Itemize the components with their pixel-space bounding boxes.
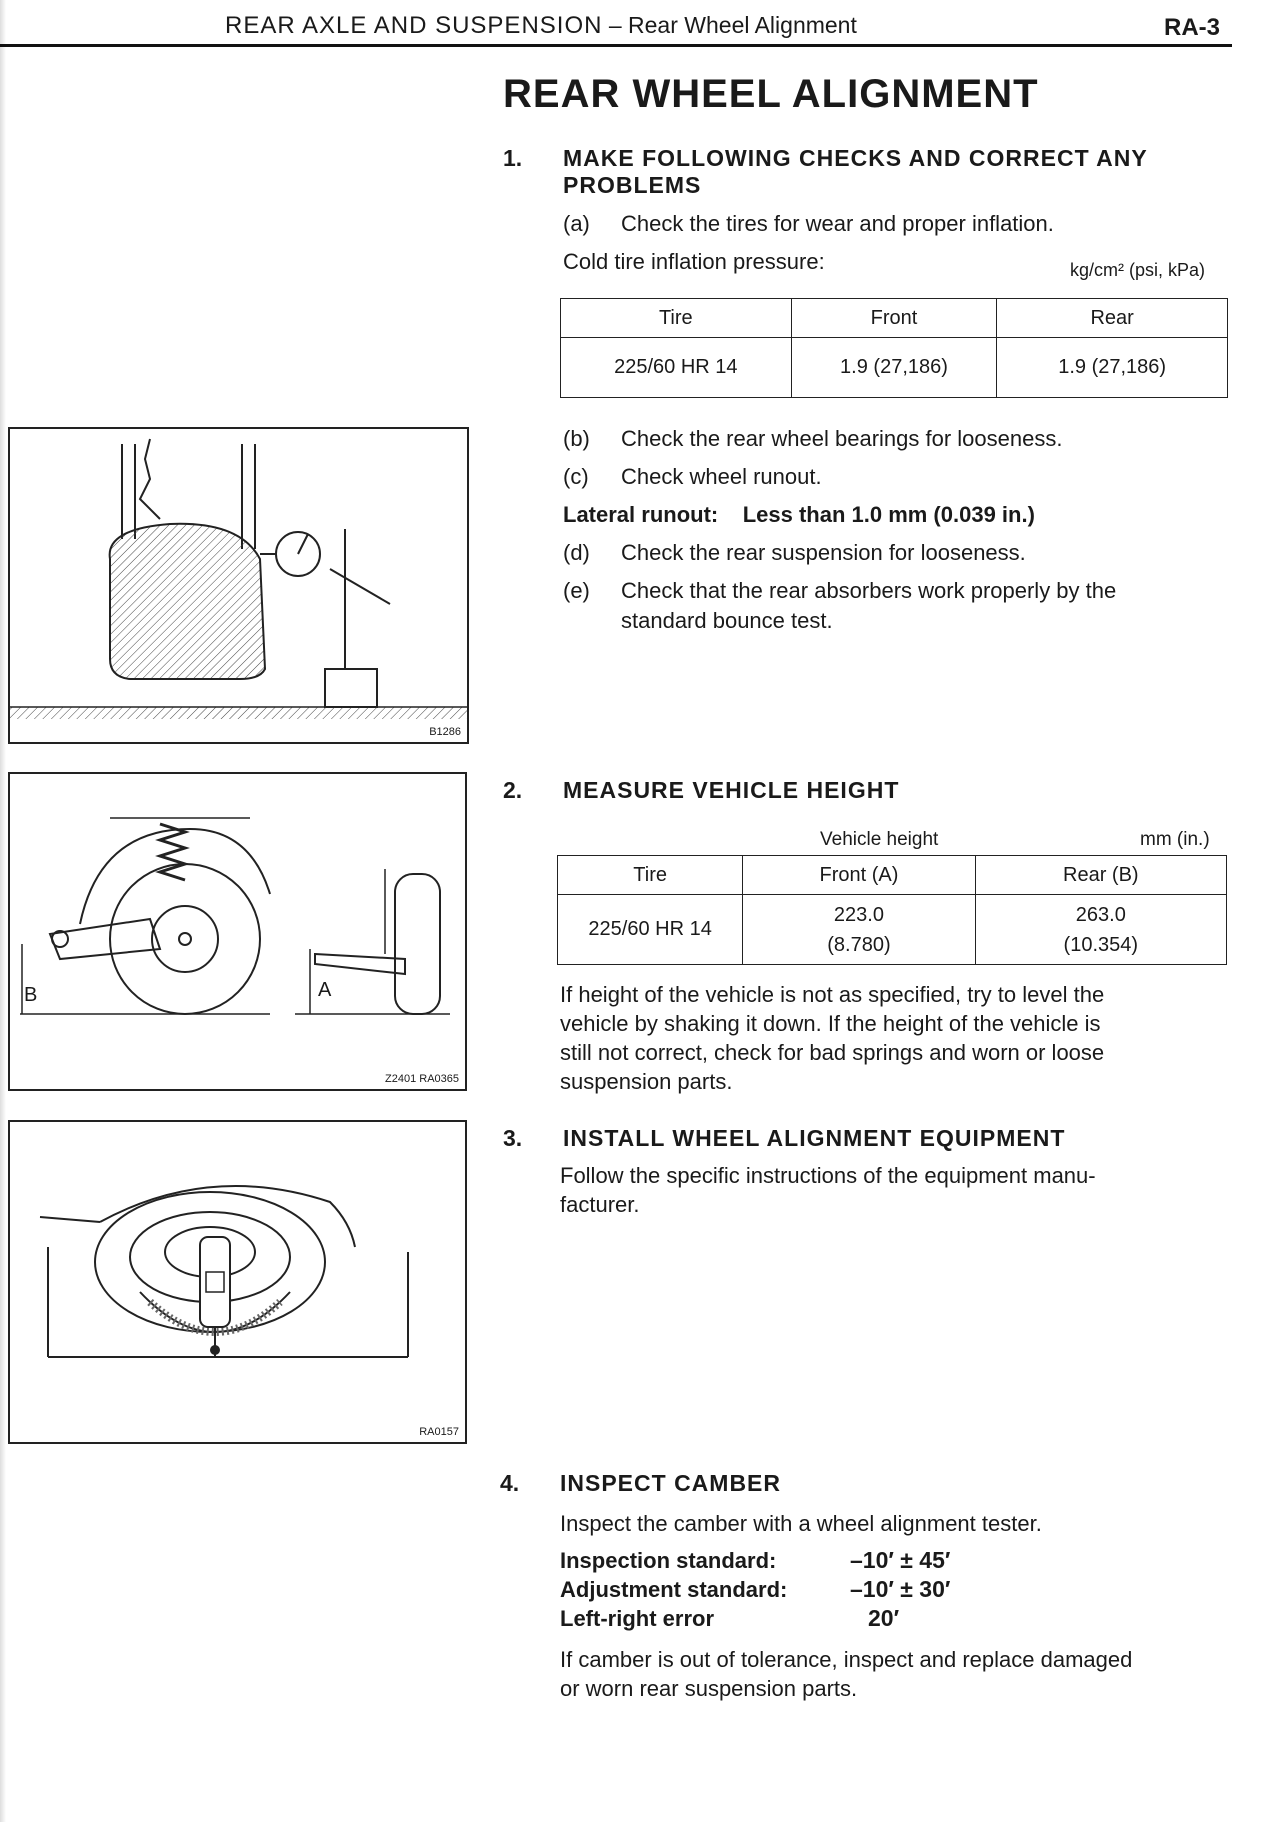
step2-para-4: suspension parts.	[560, 1069, 733, 1094]
item-b-text: Check the rear wheel bearings for looseness.	[621, 426, 1063, 451]
running-header	[225, 12, 857, 40]
step3-para-1: Follow the specific instructions of the equipment manu-	[560, 1163, 1096, 1188]
spec-inspection-label: Inspection standard:	[560, 1548, 777, 1573]
vh-rear-in: (10.354)	[1063, 933, 1139, 956]
table-header-front: Front	[791, 299, 997, 338]
runout-value: Less than 1.0 mm (0.039 in.)	[742, 502, 1035, 527]
pressure-label: Cold tire inflation pressure:	[563, 249, 825, 274]
alignment-equipment-illustration	[10, 1122, 465, 1442]
step3-number: 3.	[503, 1125, 523, 1151]
step2-para-3: still not correct, check for bad springs and worn or loose	[560, 1040, 1105, 1065]
step1-item-e	[563, 577, 1116, 605]
vh-front-mm: 223.0	[833, 903, 884, 926]
step2-title: MEASURE VEHICLE HEIGHT	[563, 777, 900, 803]
item-a-label: (a)	[563, 211, 590, 236]
step2-para-2: vehicle by shaking it down. If the height of the vehicle is	[560, 1011, 1101, 1036]
item-c-label: (c)	[563, 464, 589, 489]
item-d-text: Check the rear suspension for looseness.	[621, 540, 1026, 565]
step4-para-2: or worn rear suspension parts.	[560, 1676, 858, 1701]
figure-id-ra0157: RA0157	[419, 1426, 459, 1438]
tire-pressure-table	[560, 298, 1228, 398]
table-cell-front: 1.9 (27,186)	[791, 338, 997, 398]
vh-header-tire: Tire	[558, 856, 743, 895]
figure-runout-check	[8, 427, 469, 744]
pressure-units: kg/cm² (psi, kPa)	[1070, 260, 1206, 280]
item-d-label: (d)	[563, 540, 590, 565]
lateral-runout-spec	[563, 501, 1035, 529]
figure-alignment-equipment	[8, 1120, 467, 1444]
vehicle-height-table	[557, 855, 1227, 965]
table-header-tire: Tire	[561, 299, 792, 338]
step4-title: INSPECT CAMBER	[560, 1470, 782, 1496]
figure-vehicle-height	[8, 772, 467, 1091]
spec-adjustment-value: –10′ ± 30′	[850, 1576, 951, 1602]
step4-para-1: If camber is out of tolerance, inspect and replace damaged	[560, 1647, 1133, 1672]
step3-para-2: facturer.	[560, 1192, 640, 1217]
vehicle-height-illustration	[10, 774, 465, 1089]
step2-para-1: If height of the vehicle is not as specified, try to level the	[560, 982, 1105, 1007]
vh-header-front: Front (A)	[743, 856, 975, 895]
header-dash: –	[602, 12, 629, 38]
header-rule	[0, 44, 1232, 47]
page-title: REAR WHEEL ALIGNMENT	[503, 72, 1039, 116]
step1-item-b	[563, 425, 1062, 453]
table-cell-tire: 225/60 HR 14	[561, 338, 792, 398]
header-section: REAR AXLE AND SUSPENSION	[225, 12, 603, 39]
table-cell-rear: 1.9 (27,186)	[997, 338, 1228, 398]
item-e-label: (e)	[563, 578, 590, 603]
step1-item-c	[563, 463, 822, 491]
table-header-rear: Rear	[997, 299, 1228, 338]
item-c-text: Check wheel runout.	[621, 464, 822, 489]
page-edge-shadow	[0, 0, 6, 1822]
vehicle-height-caption: Vehicle height	[820, 829, 939, 850]
vh-rear-mm: 263.0	[1075, 903, 1126, 926]
label-b: B	[24, 984, 38, 1006]
label-a: A	[318, 979, 332, 1001]
item-e-text-2: standard bounce test.	[621, 608, 833, 633]
step4-number: 4.	[500, 1470, 520, 1496]
item-b-label: (b)	[563, 426, 590, 451]
step2-number: 2.	[503, 777, 523, 803]
header-subsection: Rear Wheel Alignment	[628, 12, 857, 38]
item-a-text: Check the tires for wear and proper inflation.	[621, 211, 1054, 236]
step1-item-d	[563, 539, 1026, 567]
step1-number: 1.	[503, 145, 523, 171]
spec-adjustment-label: Adjustment standard:	[560, 1577, 788, 1602]
vh-header-rear: Rear (B)	[975, 856, 1226, 895]
spec-inspection-value: –10′ ± 45′	[850, 1547, 951, 1573]
vh-front-in: (8.780)	[827, 933, 891, 956]
vh-cell-rear	[975, 895, 1226, 965]
vehicle-height-units: mm (in.)	[1140, 829, 1210, 850]
spec-left-right-value: 20′	[868, 1605, 900, 1631]
figure-id-b1286: B1286	[429, 726, 461, 738]
runout-illustration	[10, 429, 467, 742]
vh-cell-front	[743, 895, 975, 965]
vh-cell-tire: 225/60 HR 14	[558, 895, 743, 965]
item-e-text-1: Check that the rear absorbers work properly by the	[621, 578, 1117, 603]
step1-item-a	[563, 210, 1054, 238]
step1-title: MAKE FOLLOWING CHECKS AND CORRECT ANY PROBLEMS	[563, 145, 1148, 198]
step3-title: INSTALL WHEEL ALIGNMENT EQUIPMENT	[563, 1125, 1066, 1151]
figure-id-z2401: Z2401 RA0365	[385, 1073, 459, 1085]
page-number: RA-3	[1164, 14, 1221, 41]
runout-label: Lateral runout:	[563, 502, 719, 527]
step4-intro: Inspect the camber with a wheel alignment tester.	[560, 1511, 1042, 1536]
spec-left-right-label: Left-right error	[560, 1606, 714, 1631]
